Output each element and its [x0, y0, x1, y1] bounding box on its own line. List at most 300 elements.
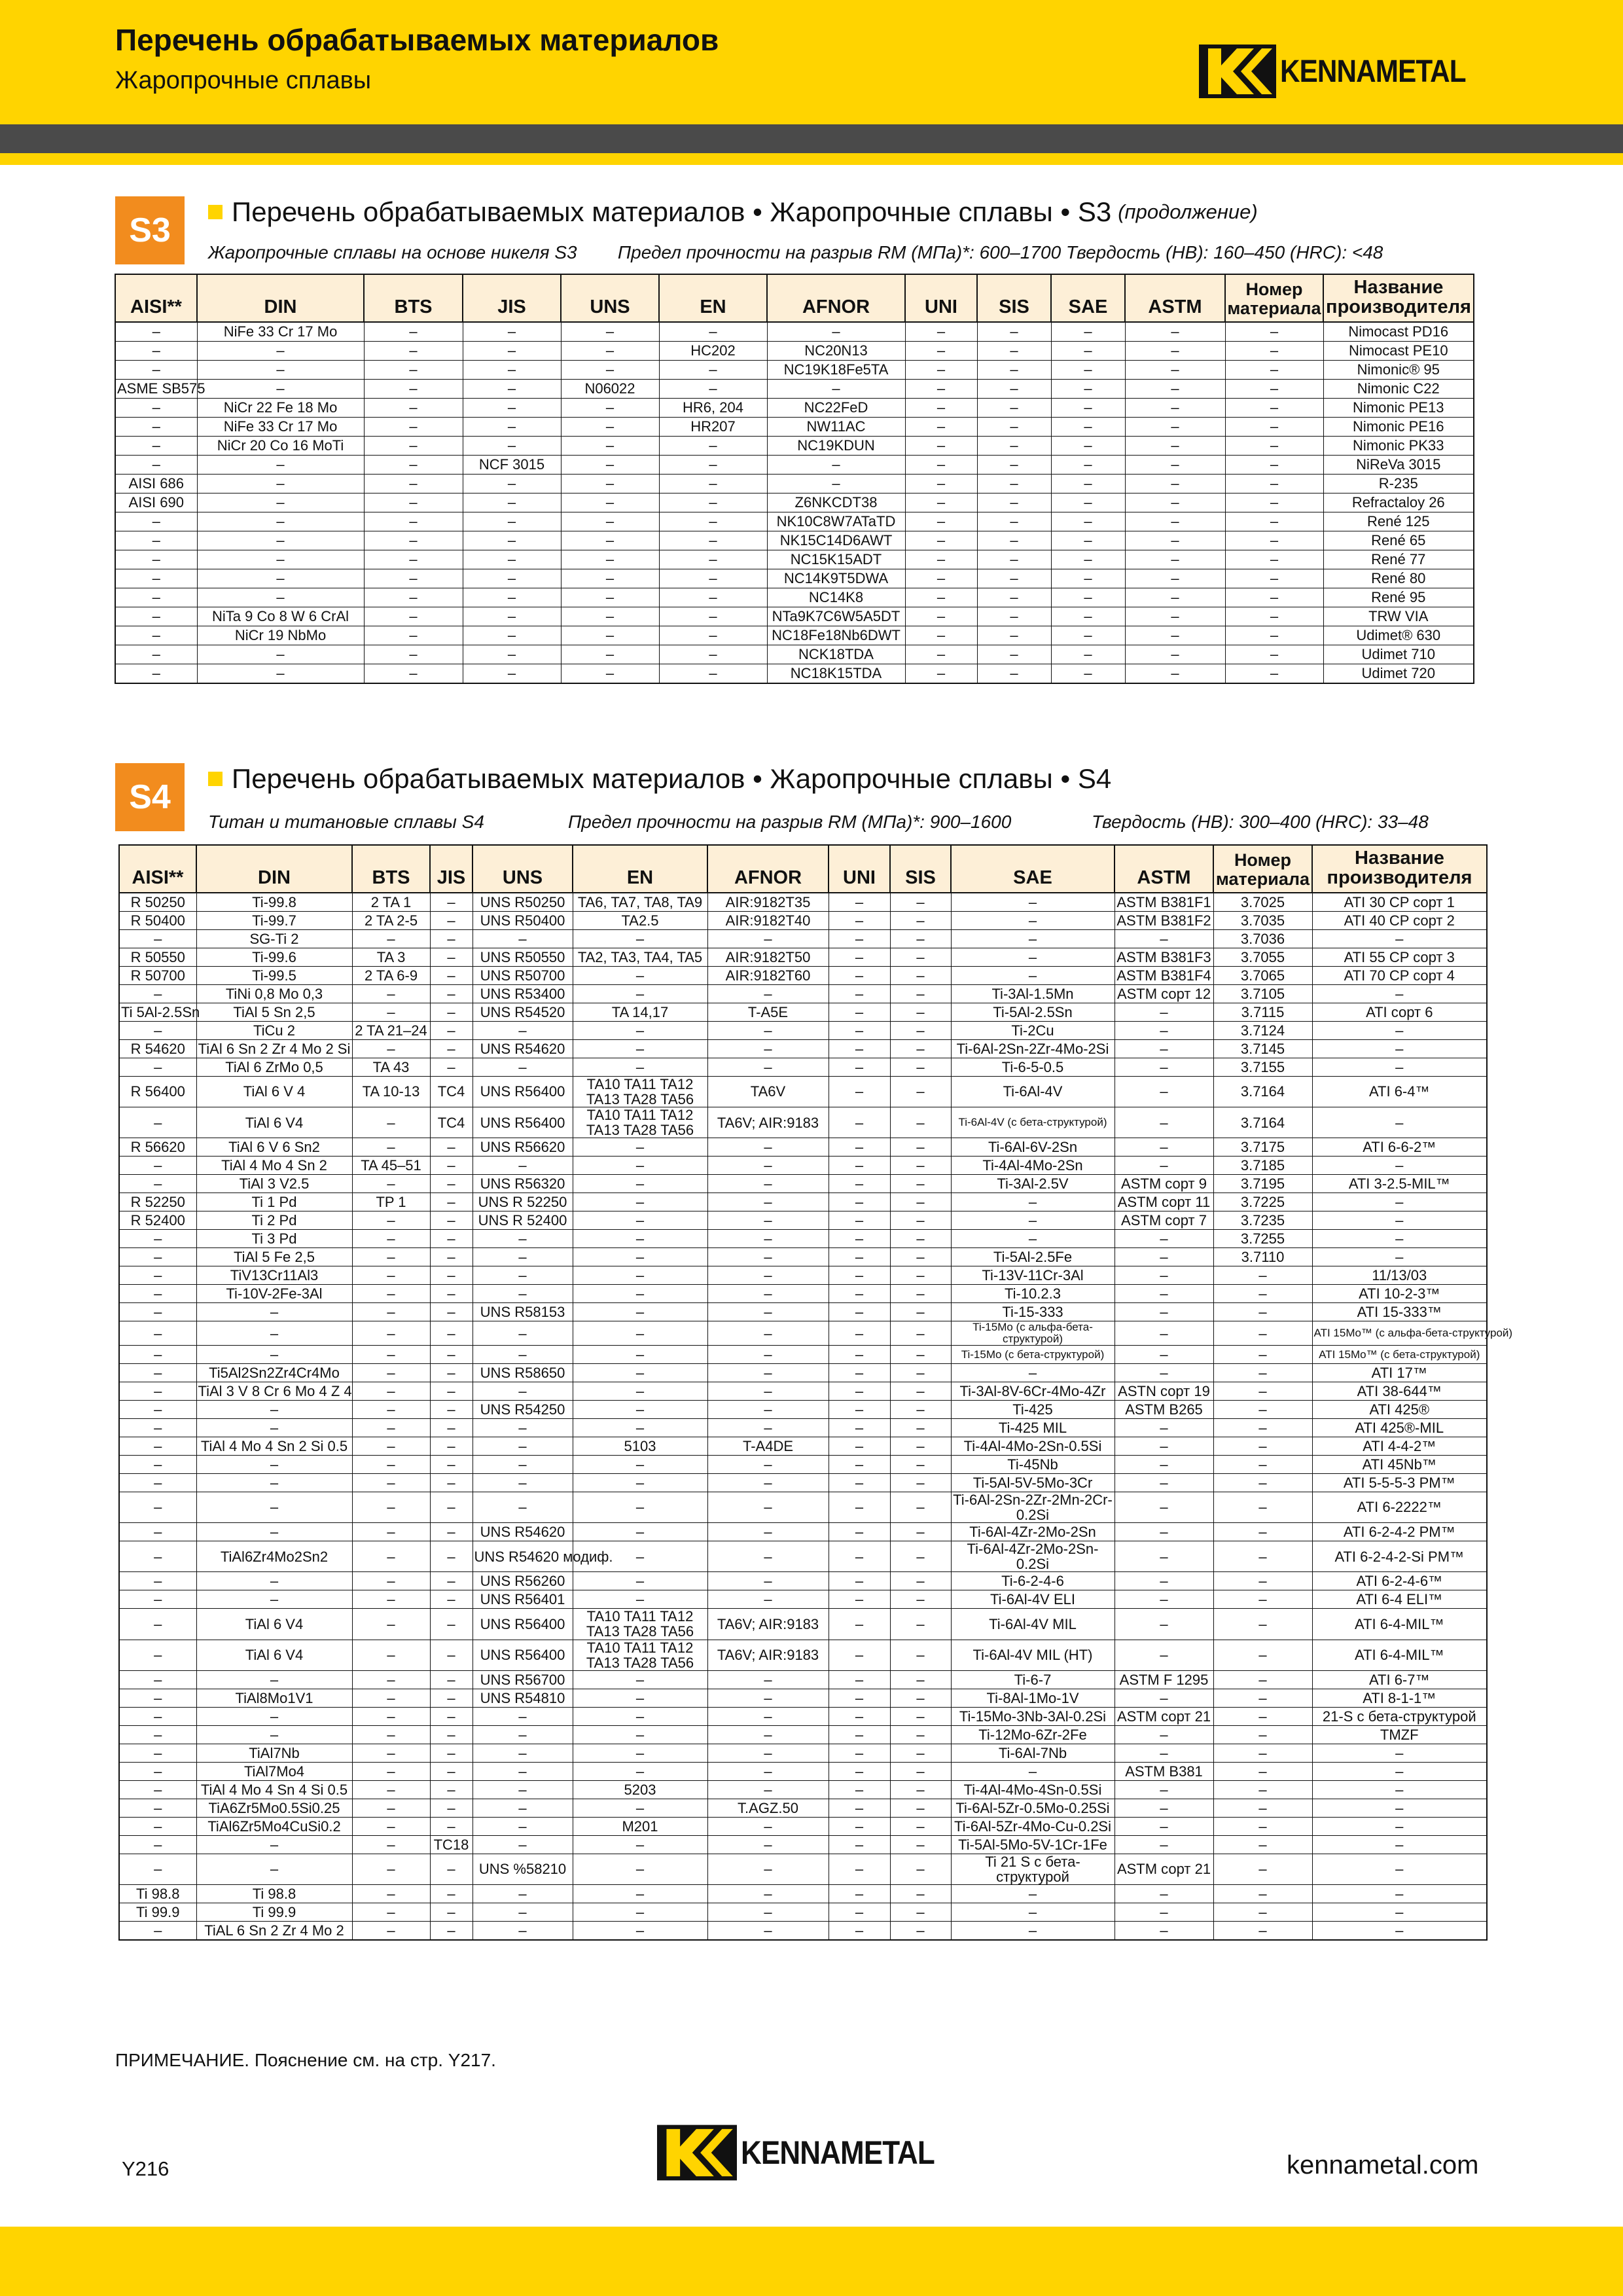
table-cell: –: [905, 531, 977, 550]
table-cell: –: [951, 966, 1115, 984]
table-cell: –: [473, 929, 573, 948]
table-row: [119, 1725, 1487, 1744]
table-row: [119, 1854, 1487, 1884]
table-cell: –: [829, 1157, 890, 1175]
table-cell: –: [1051, 645, 1125, 664]
table-cell: –: [364, 645, 463, 664]
table-cell: NC18Fe18Nb6DWT: [767, 626, 905, 645]
footnote: ПРИМЕЧАНИЕ. Пояснение см. на стр. Y217.: [115, 2050, 496, 2070]
table-cell: –: [430, 1541, 473, 1572]
table-cell: TiAl 4 Mo 4 Sn 4 Si 0.5: [196, 1780, 352, 1799]
table-cell: –: [1213, 1285, 1312, 1303]
table-cell: –: [829, 1400, 890, 1418]
table-cell: –: [659, 588, 767, 607]
table-cell: –: [890, 1285, 951, 1303]
table-cell: UNS %58210: [473, 1854, 573, 1884]
table-cell: –: [1312, 1903, 1487, 1921]
table-row: [115, 493, 1474, 512]
table-cell: –: [1051, 455, 1125, 474]
table-cell: Udimet® 630: [1323, 626, 1474, 645]
table-cell: –: [659, 607, 767, 626]
table-cell: –: [767, 455, 905, 474]
table-cell: –: [473, 1903, 573, 1921]
table-cell: –: [364, 417, 463, 436]
table-cell: 3.7175: [1213, 1138, 1312, 1157]
table-cell: –: [829, 1076, 890, 1107]
table-cell: –: [561, 550, 659, 569]
table-cell: –: [1225, 531, 1323, 550]
table-cell: –: [707, 1835, 829, 1854]
table-cell: –: [573, 1303, 707, 1321]
column-header: JIS: [430, 845, 473, 893]
table-row: [119, 1590, 1487, 1609]
table-cell: –: [473, 1707, 573, 1725]
table-cell: –: [430, 948, 473, 966]
table-cell: –: [890, 1817, 951, 1835]
table-cell: –: [1115, 1590, 1213, 1609]
table-cell: –: [573, 1572, 707, 1590]
table-cell: ATI 40 CP сорт 2: [1312, 911, 1487, 929]
column-header: JIS: [463, 274, 561, 322]
table-cell: –: [1213, 1572, 1312, 1590]
table-cell: –: [119, 984, 196, 1003]
table-cell: –: [473, 1021, 573, 1039]
table-cell: –: [829, 1725, 890, 1744]
table-cell: –: [573, 1345, 707, 1363]
table-cell: TiAl 5 Sn 2,5: [196, 1003, 352, 1021]
table-cell: –: [119, 1157, 196, 1175]
table-cell: Ti-12Mo-6Zr-2Fe: [951, 1725, 1115, 1744]
table-cell: –: [890, 1780, 951, 1799]
table-cell: –: [1225, 379, 1323, 398]
table-cell: –: [1125, 417, 1225, 436]
table-cell: 3.7036: [1213, 929, 1312, 948]
table-cell: –: [1213, 1725, 1312, 1744]
table-cell: –: [905, 664, 977, 683]
table-cell: –: [473, 1157, 573, 1175]
table-cell: –: [1051, 436, 1125, 455]
column-header: BTS: [364, 274, 463, 322]
table-row: [119, 948, 1487, 966]
table-cell: 3.7124: [1213, 1021, 1312, 1039]
table-cell: –: [1225, 474, 1323, 493]
table-cell: –: [115, 436, 197, 455]
table-cell: AIR:9182T50: [707, 948, 829, 966]
table-cell: –: [573, 1455, 707, 1473]
table-cell: –: [707, 1572, 829, 1590]
table-cell: –: [573, 929, 707, 948]
table-cell: –: [196, 1321, 352, 1346]
table-cell: TA10 TA11 TA12 TA13 TA28 TA56: [573, 1107, 707, 1138]
table-cell: 2 TA 2-5: [352, 911, 430, 929]
table-cell: –: [1213, 1541, 1312, 1572]
table-cell: AIR:9182T60: [707, 966, 829, 984]
table-cell: –: [430, 1400, 473, 1418]
table-cell: –: [352, 1921, 430, 1940]
table-cell: –: [829, 1707, 890, 1725]
kennametal-logo: [1199, 45, 1491, 98]
table-cell: –: [890, 893, 951, 912]
table-cell: –: [1213, 1363, 1312, 1382]
table-cell: –: [829, 1285, 890, 1303]
table-cell: –: [829, 1039, 890, 1058]
logo-wordmark: KENNAMETAL: [741, 2134, 935, 2171]
table-cell: –: [573, 1285, 707, 1303]
table-cell: –: [1115, 1492, 1213, 1522]
table-cell: UNS R58650: [473, 1363, 573, 1382]
table-cell: –: [352, 1835, 430, 1854]
table-cell: –: [430, 1799, 473, 1817]
table-cell: –: [364, 455, 463, 474]
table-row: [115, 360, 1474, 379]
table-cell: TiAl 6 Sn 2 Zr 4 Mo 2 Si: [196, 1039, 352, 1058]
table-cell: –: [1051, 341, 1125, 360]
table-cell: –: [1115, 1437, 1213, 1455]
table-cell: –: [473, 1266, 573, 1285]
table-cell: –: [1051, 550, 1125, 569]
table-cell: –: [1115, 1107, 1213, 1138]
table-cell: –: [561, 588, 659, 607]
table-cell: Ti-15Mo-3Nb-3Al-0.2Si: [951, 1707, 1115, 1725]
column-header: UNI: [829, 845, 890, 893]
table-cell: –: [573, 1707, 707, 1725]
table-cell: TiAl 3 V2.5: [196, 1175, 352, 1193]
table-cell: Ti-5Al-5Mo-5V-1Cr-1Fe: [951, 1835, 1115, 1854]
table-cell: –: [1213, 1689, 1312, 1707]
table-cell: –: [561, 512, 659, 531]
table-cell: –: [890, 1799, 951, 1817]
table-cell: TiAl6Zr4Mo2Sn2: [196, 1541, 352, 1572]
table-cell: –: [573, 1266, 707, 1285]
table-cell: –: [1115, 1884, 1213, 1903]
table-cell: NW11AC: [767, 417, 905, 436]
table-cell: –: [430, 1382, 473, 1400]
table-cell: –: [463, 626, 561, 645]
table-cell: –: [707, 1707, 829, 1725]
table-cell: ASTN сорт 19: [1115, 1382, 1213, 1400]
table-row: [119, 1572, 1487, 1590]
table-cell: 3.7164: [1213, 1076, 1312, 1107]
website-link[interactable]: kennametal.com: [1287, 2151, 1479, 2179]
table-cell: –: [1115, 1363, 1213, 1382]
table-cell: –: [364, 493, 463, 512]
table-cell: –: [463, 417, 561, 436]
table-cell: –: [1051, 531, 1125, 550]
kennametal-k-icon: [657, 2125, 737, 2181]
table-cell: UNS R54250: [473, 1400, 573, 1418]
table-cell: –: [890, 1455, 951, 1473]
table-cell: ASTM B381: [1115, 1762, 1213, 1780]
column-header: UNS: [561, 274, 659, 322]
table-cell: –: [829, 911, 890, 929]
table-cell: –: [573, 1884, 707, 1903]
table-cell: –: [352, 1884, 430, 1903]
table-cell: –: [1312, 1193, 1487, 1211]
table-cell: N06022: [561, 379, 659, 398]
table-cell: –: [707, 1266, 829, 1285]
table-header-row: [115, 274, 1474, 322]
table-cell: –: [890, 1321, 951, 1346]
column-header: AFNOR: [767, 274, 905, 322]
table-cell: –: [659, 379, 767, 398]
table-cell: –: [1115, 1345, 1213, 1363]
table-cell: –: [119, 1835, 196, 1854]
table-cell: –: [707, 1157, 829, 1175]
table-cell: –: [430, 1266, 473, 1285]
table-cell: –: [1051, 588, 1125, 607]
table-cell: ATI 8-1-1™: [1312, 1689, 1487, 1707]
table-cell: –: [115, 398, 197, 417]
table-cell: TiAl 6 V 6 Sn2: [196, 1138, 352, 1157]
table-cell: –: [707, 1541, 829, 1572]
section-heading-continued: (продолжение): [1118, 200, 1258, 223]
table-cell: –: [364, 360, 463, 379]
table-cell: –: [115, 531, 197, 550]
table-cell: –: [573, 1799, 707, 1817]
table-row: [119, 1076, 1487, 1107]
table-cell: René 125: [1323, 512, 1474, 531]
table-cell: –: [951, 1884, 1115, 1903]
table-cell: –: [463, 474, 561, 493]
table-cell: Ti-5Al-2.5Sn: [951, 1003, 1115, 1021]
table-cell: –: [829, 1744, 890, 1762]
section-heading-s3: [208, 196, 1258, 228]
section-meta-right-s4: Твердость (HB): 300–400 (HRC): 33–48: [1092, 812, 1429, 832]
website-url[interactable]: [1287, 2151, 1478, 2180]
table-row: [119, 1003, 1487, 1021]
table-cell: –: [951, 1211, 1115, 1230]
table-cell: –: [905, 379, 977, 398]
table-cell: –: [1312, 1921, 1487, 1940]
table-cell: Ti-6-7: [951, 1670, 1115, 1689]
table-cell: –: [829, 1609, 890, 1640]
table-cell: Ti-15Mo (с бета-структурой): [951, 1345, 1115, 1363]
table-cell: –: [977, 322, 1051, 342]
table-cell: –: [1213, 1884, 1312, 1903]
table-cell: TiAl 3 V 8 Cr 6 Mo 4 Z 4: [196, 1382, 352, 1400]
table-cell: –: [890, 948, 951, 966]
table-cell: UNS R54810: [473, 1689, 573, 1707]
table-cell: ASTM B381F2: [1115, 911, 1213, 929]
table-cell: –: [890, 1021, 951, 1039]
table-cell: Ti 5Al-2.5Sn: [119, 1003, 196, 1021]
table-cell: –: [364, 664, 463, 683]
table-cell: 2 TA 6-9: [352, 966, 430, 984]
table-cell: Nimonic PE16: [1323, 417, 1474, 436]
table-cell: –: [1125, 436, 1225, 455]
table-cell: –: [977, 664, 1051, 683]
table-cell: –: [767, 474, 905, 493]
table-cell: –: [119, 1455, 196, 1473]
table-cell: –: [1225, 493, 1323, 512]
table-cell: –: [119, 1799, 196, 1817]
table-cell: –: [1115, 1157, 1213, 1175]
table-cell: R 52250: [119, 1193, 196, 1211]
table-cell: –: [1312, 1248, 1487, 1266]
table-cell: –: [430, 1418, 473, 1437]
table-cell: –: [707, 1248, 829, 1266]
table-cell: R 52400: [119, 1211, 196, 1230]
table-cell: –: [1213, 1321, 1312, 1346]
table-cell: TiAl7Mo4: [196, 1762, 352, 1780]
table-cell: TiAl 6 ZrMo 0,5: [196, 1058, 352, 1076]
table-cell: –: [115, 550, 197, 569]
column-header: Номер материала: [1225, 274, 1323, 322]
table-cell: –: [463, 512, 561, 531]
table-cell: –: [707, 1230, 829, 1248]
table-cell: –: [707, 929, 829, 948]
table-cell: –: [1312, 1884, 1487, 1903]
table-cell: –: [1125, 607, 1225, 626]
table-cell: Ti-6Al-4V MIL (HT): [951, 1640, 1115, 1670]
table-cell: –: [119, 1572, 196, 1590]
table-cell: –: [364, 379, 463, 398]
table-cell: –: [1225, 436, 1323, 455]
table-cell: –: [951, 1230, 1115, 1248]
table-cell: –: [352, 1492, 430, 1522]
table-cell: René 77: [1323, 550, 1474, 569]
table-cell: –: [829, 1572, 890, 1590]
table-cell: 3.7185: [1213, 1157, 1312, 1175]
table-cell: –: [1115, 1903, 1213, 1921]
table-cell: Ti 99.9: [196, 1903, 352, 1921]
table-cell: –: [473, 1473, 573, 1492]
table-cell: –: [352, 1744, 430, 1762]
table-cell: –: [1312, 1058, 1487, 1076]
table-cell: –: [364, 569, 463, 588]
table-cell: 3.7235: [1213, 1211, 1312, 1230]
table-cell: –: [430, 1744, 473, 1762]
table-cell: HR207: [659, 417, 767, 436]
table-cell: –: [951, 1762, 1115, 1780]
table-cell: –: [1115, 1572, 1213, 1590]
table-cell: –: [352, 1363, 430, 1382]
table-cell: –: [1115, 1455, 1213, 1473]
table-cell: –: [707, 1138, 829, 1157]
table-cell: NK10C8W7ATaTD: [767, 512, 905, 531]
table-cell: –: [352, 1523, 430, 1541]
table-cell: –: [119, 1266, 196, 1285]
table-cell: UNS R50250: [473, 893, 573, 912]
table-cell: –: [473, 1437, 573, 1455]
table-cell: –: [977, 436, 1051, 455]
table-cell: –: [707, 1363, 829, 1382]
table-cell: –: [119, 1744, 196, 1762]
table-cell: –: [115, 626, 197, 645]
table-row: [119, 1321, 1487, 1346]
table-cell: –: [890, 984, 951, 1003]
table-cell: –: [1115, 1138, 1213, 1157]
table-cell: –: [659, 322, 767, 342]
table-cell: –: [352, 1689, 430, 1707]
table-cell: Ti-6Al-4Zr-2Mo-2Sn: [951, 1523, 1115, 1541]
table-cell: UNS R56400: [473, 1076, 573, 1107]
table-row: [119, 1780, 1487, 1799]
table-cell: –: [707, 1523, 829, 1541]
table-cell: –: [707, 1321, 829, 1346]
table-cell: –: [463, 607, 561, 626]
table-cell: –: [1213, 1744, 1312, 1762]
table-cell: –: [430, 1455, 473, 1473]
table-cell: –: [463, 550, 561, 569]
table-cell: –: [890, 1762, 951, 1780]
table-cell: –: [1125, 626, 1225, 645]
table-row: [115, 569, 1474, 588]
table-cell: –: [659, 664, 767, 683]
table-cell: –: [905, 588, 977, 607]
column-header: SAE: [1051, 274, 1125, 322]
table-cell: –: [364, 626, 463, 645]
table-cell: Ti 2 Pd: [196, 1211, 352, 1230]
table-cell: –: [573, 1211, 707, 1230]
table-cell: –: [905, 341, 977, 360]
header-thin-stripe: [0, 153, 1623, 165]
table-cell: –: [463, 588, 561, 607]
table-cell: –: [364, 341, 463, 360]
table-cell: –: [890, 1590, 951, 1609]
table-cell: –: [1312, 1021, 1487, 1039]
table-cell: –: [196, 1400, 352, 1418]
table-cell: –: [119, 1248, 196, 1266]
table-cell: TiAl 5 Fe 2,5: [196, 1248, 352, 1266]
table-cell: –: [977, 607, 1051, 626]
table-cell: –: [573, 1921, 707, 1940]
table-cell: Ti-4Al-4Mo-2Sn: [951, 1157, 1115, 1175]
page-number: Y216: [122, 2157, 169, 2180]
table-cell: –: [829, 1248, 890, 1266]
table-cell: TA6V; AIR:9183: [707, 1640, 829, 1670]
table-cell: –: [1051, 360, 1125, 379]
table-cell: –: [1125, 341, 1225, 360]
table-cell: –: [119, 1418, 196, 1437]
table-cell: ASTM сорт 21: [1115, 1707, 1213, 1725]
table-cell: –: [352, 1799, 430, 1817]
table-cell: –: [352, 1138, 430, 1157]
table-cell: TiV13Cr11Al3: [196, 1266, 352, 1285]
table-cell: –: [197, 493, 364, 512]
table-cell: –: [890, 1921, 951, 1940]
table-cell: –: [561, 360, 659, 379]
table-cell: –: [829, 1921, 890, 1940]
table-cell: –: [1213, 1590, 1312, 1609]
kennametal-logo-footer: [657, 2125, 961, 2181]
section-badge-s4: S4: [115, 763, 185, 831]
table-cell: –: [890, 1572, 951, 1590]
table-cell: UNS R50700: [473, 966, 573, 984]
table-cell: –: [1312, 984, 1487, 1003]
table-cell: –: [1225, 588, 1323, 607]
table-row: [119, 1418, 1487, 1437]
table-cell: –: [829, 1437, 890, 1455]
table-cell: –: [364, 474, 463, 493]
table-cell: –: [829, 1266, 890, 1285]
table-cell: –: [430, 1670, 473, 1689]
table-cell: ATI 70 CP сорт 4: [1312, 966, 1487, 984]
table-cell: –: [430, 966, 473, 984]
table-cell: –: [119, 1058, 196, 1076]
table-cell: –: [573, 1363, 707, 1382]
table-cell: –: [119, 1021, 196, 1039]
table-cell: –: [196, 1455, 352, 1473]
table-cell: –: [364, 322, 463, 342]
table-cell: –: [977, 626, 1051, 645]
table-cell: –: [119, 1780, 196, 1799]
table-cell: –: [115, 664, 197, 683]
table-cell: TA10 TA11 TA12 TA13 TA28 TA56: [573, 1640, 707, 1670]
section-heading-text: Перечень обрабатываемых материалов • Жаропрочные сплавы • S4: [232, 763, 1112, 794]
table-cell: 3.7155: [1213, 1058, 1312, 1076]
table-cell: Udimet 710: [1323, 645, 1474, 664]
